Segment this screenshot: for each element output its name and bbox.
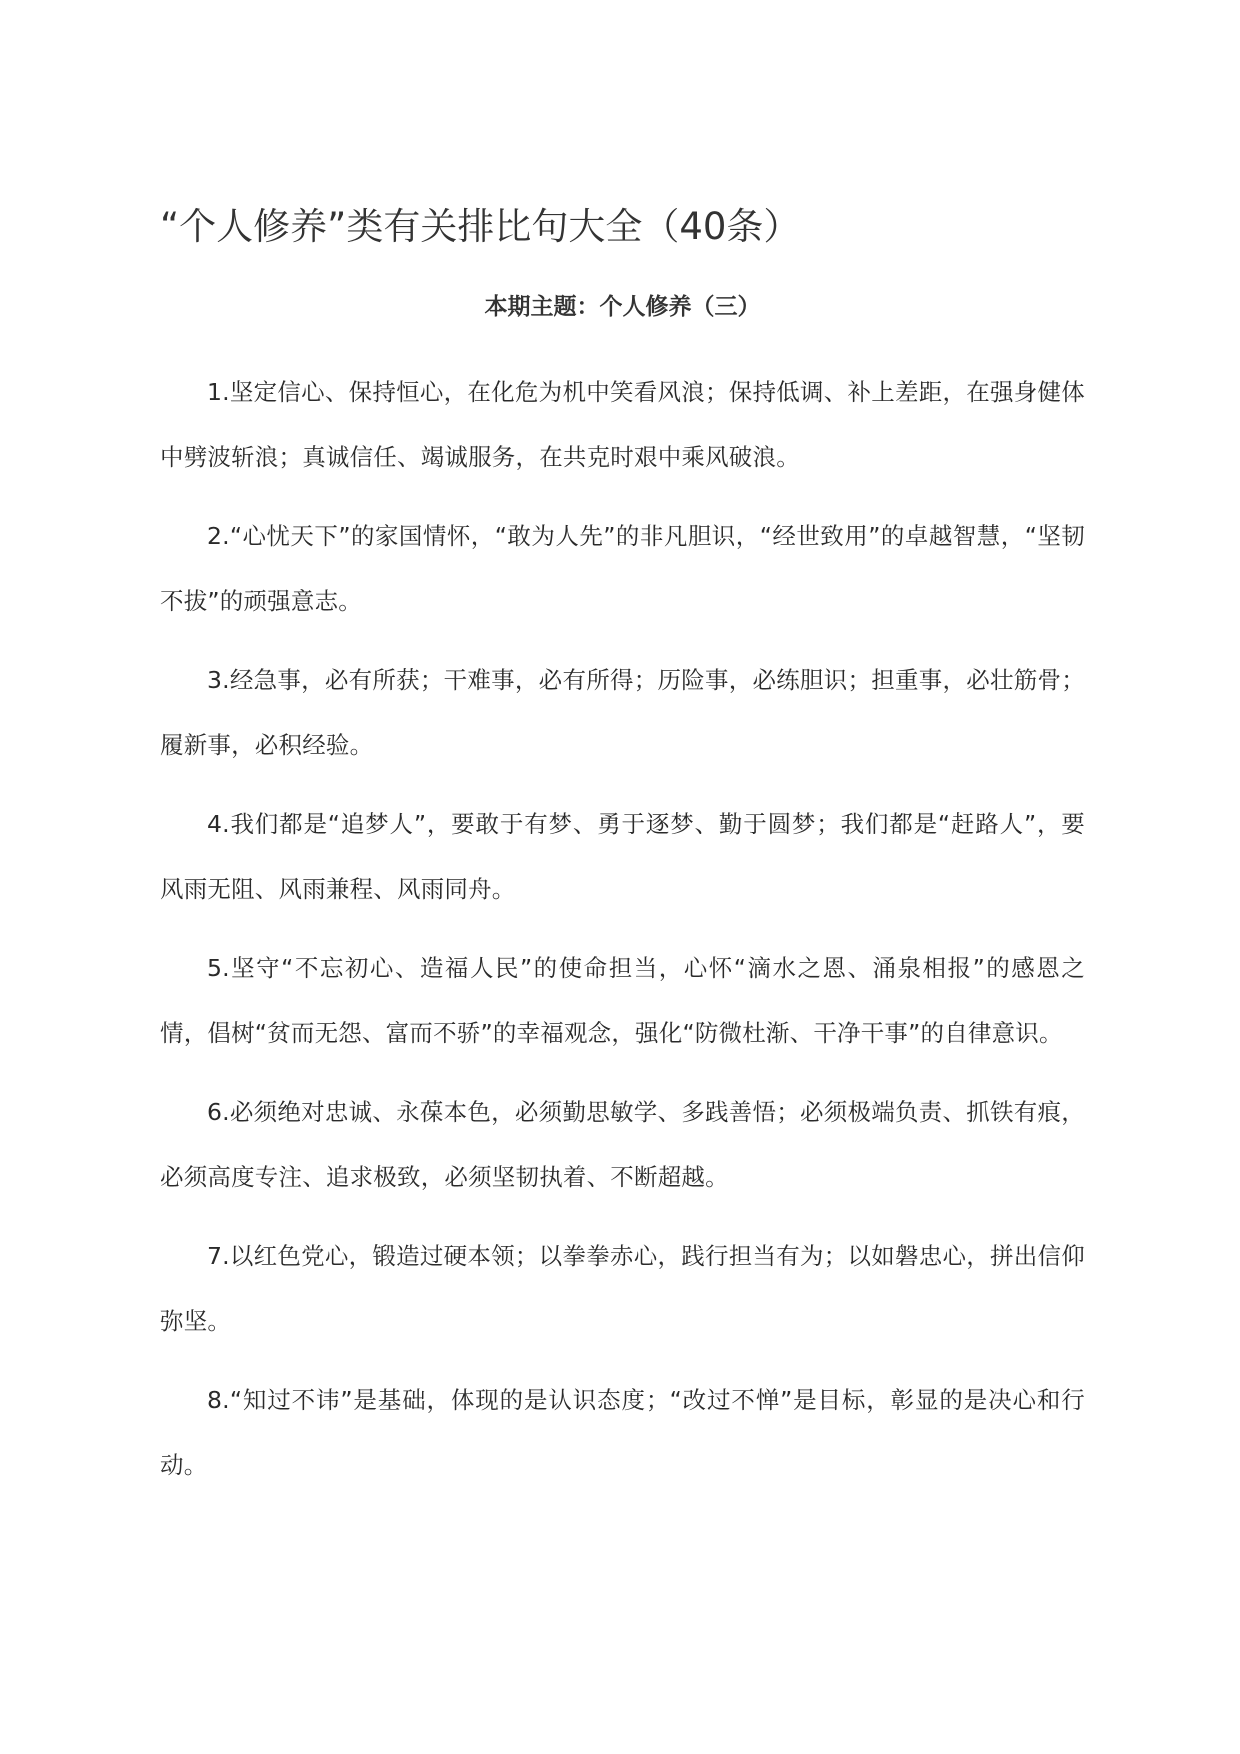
list-item: 3.经急事，必有所获；干难事，必有所得；历险事，必练胆识；担重事，必壮筋骨；履新事，必积经验。 <box>160 666 1085 759</box>
list-item: 4.我们都是“追梦人”，要敢于有梦、勇于逐梦、勤于圆梦；我们都是“赶路人”，要风雨无阻、风雨兼程、风雨同舟。 <box>160 810 1085 903</box>
document-subtitle: 本期主题：个人修养（三） <box>484 294 761 320</box>
list-item: 7.以红色党心，锻造过硬本领；以拳拳赤心，践行担当有为；以如磐忠心，拼出信仰弥坚。 <box>160 1242 1085 1335</box>
list-item: 8.“知过不讳”是基础，体现的是认识态度；“改过不惮”是目标，彰显的是决心和行动。 <box>160 1386 1085 1479</box>
list-item: 2.“心忧天下”的家国情怀，“敢为人先”的非凡胆识，“经世致用”的卓越智慧，“坚韧不拔”的顽强意志。 <box>160 522 1085 615</box>
list-item: 6.必须绝对忠诚、永葆本色，必须勤思敏学、多践善悟；必须极端负责、抓铁有痕，必须高度专注、追求极致，必须坚韧执着、不断超越。 <box>160 1098 1085 1191</box>
list-item: 5.坚守“不忘初心、造福人民”的使命担当，心怀“滴水之恩、涌泉相报”的感恩之情，倡树“贫而无怨、富而不骄”的幸福观念，强化“防微杜渐、干净干事”的自律意识。 <box>160 954 1085 1047</box>
document-title: “个人修养”类有关排比句大全（40条） <box>160 205 801 248</box>
list-item: 1.坚定信心、保持恒心，在化危为机中笑看风浪；保持低调、补上差距，在强身健体中劈波斩浪；真诚信任、竭诚服务，在共克时艰中乘风破浪。 <box>160 378 1085 471</box>
item-list <box>160 360 1085 1512</box>
